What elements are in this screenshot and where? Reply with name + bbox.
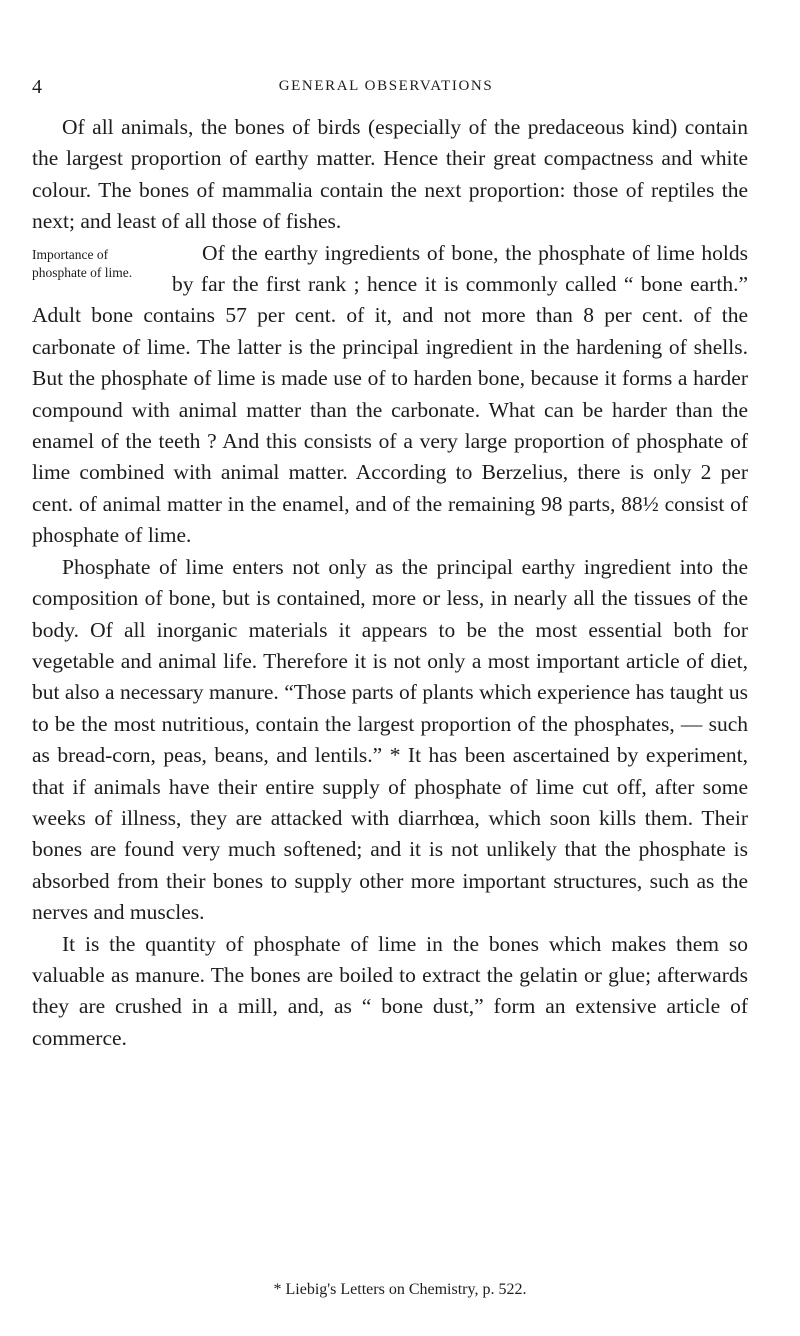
paragraph-birds-bones: Of all animals, the bones of birds (especially of the predaceous kind) contain the largest proportion of earthy matter. Hence their great compactness and white colour. The bones of mammalia contain the next proportion: those of reptiles the next; and least of all those of fishes. — [32, 115, 748, 234]
running-title: GENERAL OBSERVATIONS — [278, 78, 494, 94]
paragraph-phosphate-of-lime: Of the earthy ingredients of bone, the phosphate of lime holds by far the first rank ; hence it is commonly called “ bone earth.” Adult bone contains 57 per cent. of it, and not more than 8 per cent. of the carbonate of lime. The latter is the principal ingredient in the hardening of shells. But the phosphate of lime is made use of to harden bone, because it forms a harder compound with animal matter than the carbonate. What can be harder than the enamel of the teeth ? And this consists of a very large proportion of phosphate of lime combined with animal matter. According to Berzelius, there is only 2 per cent. of animal matter in the enamel, and of the remaining 98 parts, 88½ consist of phosphate of lime. — [32, 240, 748, 548]
paragraph-manure: It is the quantity of phosphate of lime in the bones which makes them so valuable as manure. The bones are boiled to extract the gelatin or glue; afterwards they are crushed in a mill, and, as “ bone dust,” form an extensive article of commerce. — [32, 931, 748, 1050]
paragraph-tissues-and-diet: Phosphate of lime enters not only as the principal earthy ingredient into the composition of bone, but is contained, more or less, in nearly all the tissues of the body. Of all inorganic materials it appears to be the most essential both for vegetable and animal life. Therefore it is not only a most important article of diet, but also a necessary manure. “Those parts of plants which experience has taught us to be the most nutritious, contain the largest proportion of the phosphates, — such as bread-corn, peas, beans, and lentils.” * It has been ascertained by experiment, that if animals have their entire supply of phosphate of lime cut off, after some weeks of illness, they are attacked with diarrhœa, which soon kills them. Their bones are found very much softened; and it is not unlikely that the phosphate is absorbed from their bones to supply other more important structures, such as the nerves and muscles. — [32, 554, 748, 925]
running-head — [32, 76, 740, 100]
page-number: 4 — [32, 76, 42, 98]
footnote: * Liebig's Letters on Chemistry, p. 522. — [273, 1281, 527, 1298]
margin-note: Importance of phosphate of lime. — [32, 246, 133, 280]
body-text — [32, 112, 748, 1054]
